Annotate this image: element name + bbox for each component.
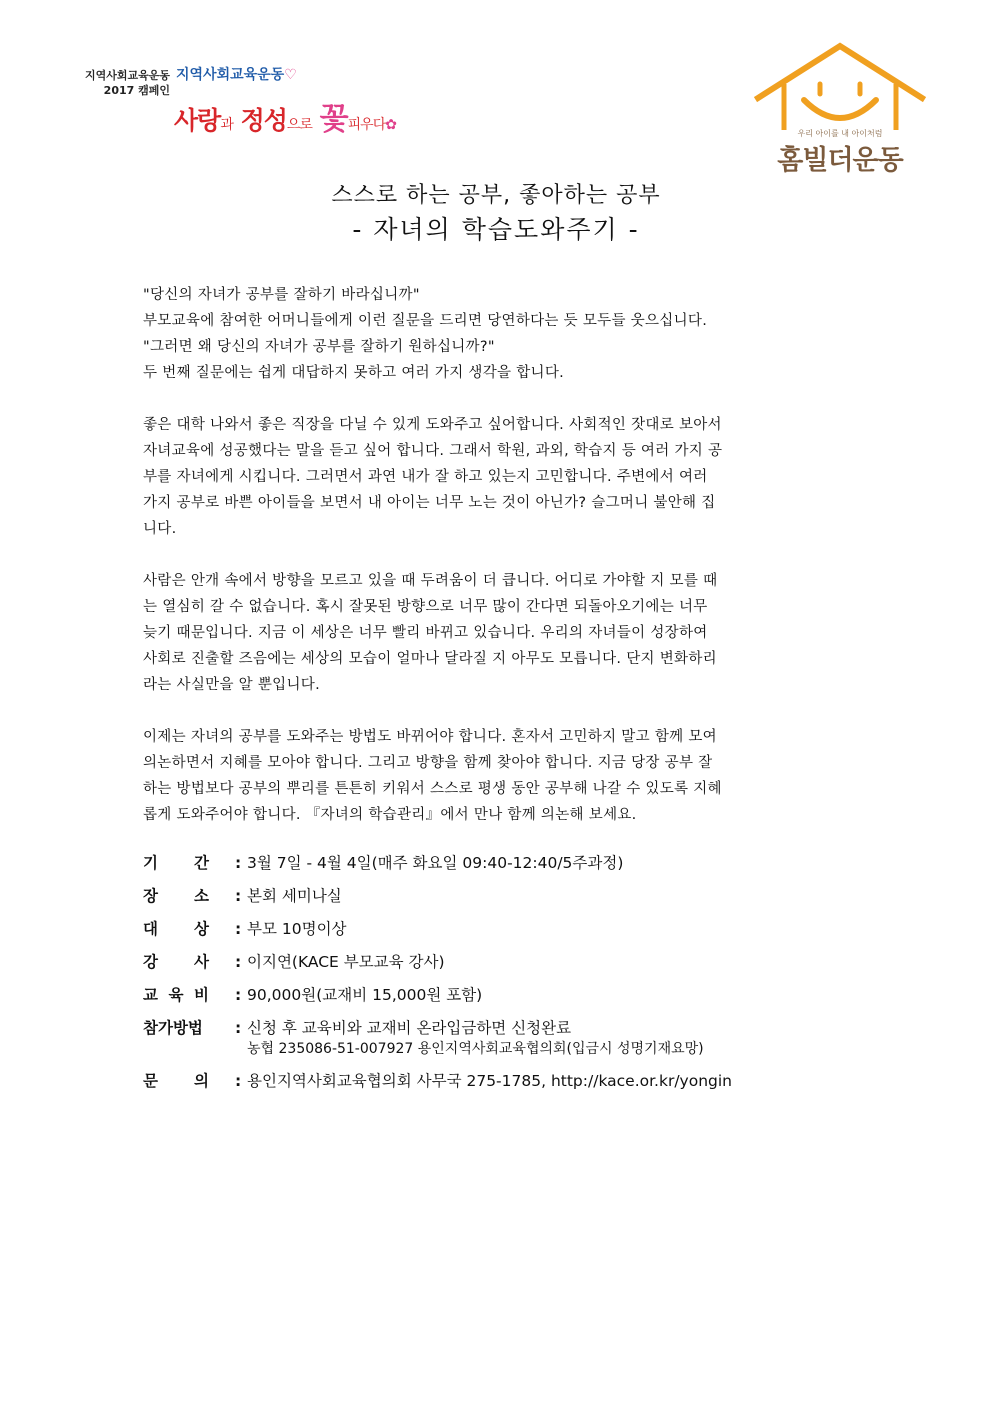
- info-target: [143, 918, 863, 940]
- campaign-org-line1: 지역사회교육운동: [84, 69, 170, 82]
- paragraph-line: 라는 사실만을 알 뿐입니다.: [143, 677, 321, 693]
- paragraph-line: 자녀교육에 성공했다는 말을 듣고 싶어 합니다. 그래서 학원, 과외, 학습지 등 여러 가지 공: [143, 443, 723, 459]
- paragraph-4: [143, 724, 850, 828]
- paragraph-line: 의논하면서 지혜를 모아야 합니다. 그리고 방향을 함께 찾아야 합니다. 지금 당장 공부 잘: [143, 755, 713, 771]
- info-place: [143, 885, 863, 907]
- info-period-value: 3월 7일 - 4월 4일(매주 화요일 09:40-12:40/5주과정): [247, 854, 624, 872]
- info-label-char: 강: [143, 953, 158, 971]
- paragraph-line: "그러면 왜 당신의 자녀가 공부를 잘하기 원하십니까?": [143, 339, 495, 355]
- info-label-char: 교: [143, 986, 158, 1004]
- paragraph-line: 가지 공부로 바쁜 아이들을 보면서 내 아이는 너무 노는 것이 아닌가? 슬그머니 불안해 집: [143, 495, 716, 511]
- info-inquiry: [143, 1070, 863, 1092]
- campaign-subtitle: [176, 64, 297, 84]
- info-label-char: 사: [194, 953, 209, 971]
- info-fee: [143, 984, 863, 1006]
- campaign-org-line2: 2017 캠페인: [103, 84, 170, 97]
- paragraph-1: [143, 282, 850, 386]
- info-method-line2: 농협 235086-51-007927 용인지역사회교육협의회(입금시 성명기재요망): [247, 1041, 704, 1057]
- campaign-org: [74, 68, 170, 98]
- paragraph-line: 사회로 진출할 즈음에는 세상의 모습이 얼마나 달라질 지 아무도 모릅니다. 단지 변화하리: [143, 651, 717, 667]
- info-label-char: 간: [194, 854, 209, 872]
- info-label-char: 소: [194, 887, 209, 905]
- body-text: [143, 282, 850, 854]
- paragraph-line: 하는 방법보다 공부의 뿌리를 튼튼히 키워서 스스로 평생 동안 공부해 나갈 수 있도록 지혜: [143, 781, 722, 797]
- info-target-value: 부모 10명이상: [247, 920, 347, 938]
- info-colon: :: [235, 953, 242, 971]
- info-colon: :: [235, 1072, 242, 1090]
- slogan-part-d: 으로: [286, 117, 312, 133]
- slogan-part-b: 과: [220, 117, 233, 133]
- house-smile-icon: [754, 40, 926, 140]
- page-title: 스스로 하는 공부, 좋아하는 공부: [331, 183, 661, 208]
- info-lecturer: [143, 951, 863, 973]
- slogan-part-e: 꽃: [319, 102, 348, 137]
- info-label-char: 문: [143, 1072, 158, 1090]
- info-colon: :: [235, 986, 242, 1004]
- info-label-char: 비: [194, 986, 209, 1004]
- info-colon: :: [235, 1019, 242, 1037]
- info-colon: :: [235, 887, 242, 905]
- info-label-char: 장: [143, 887, 158, 905]
- info-colon: :: [235, 854, 242, 872]
- info-fee-value: 90,000원(교재비 15,000원 포함): [247, 986, 483, 1004]
- paragraph-line: 이제는 자녀의 공부를 도와주는 방법도 바뀌어야 합니다. 혼자서 고민하지 말고 함께 모여: [143, 729, 717, 745]
- paragraph-line: "당신의 자녀가 공부를 잘하기 바라십니까": [143, 287, 420, 303]
- paragraph-3: [143, 568, 850, 698]
- campaign-subtitle-text: 지역사회교육운동: [176, 67, 285, 83]
- flower-icon: ✿: [385, 117, 396, 133]
- paragraph-line: 두 번째 질문에는 쉽게 대답하지 못하고 여러 가지 생각을 합니다.: [143, 365, 565, 381]
- paragraph-line: 부를 자녀에게 시킵니다. 그러면서 과연 내가 잘 하고 있는지 고민합니다. 주변에서 여러: [143, 469, 708, 485]
- homebuilder-logo: [754, 40, 926, 180]
- paragraph-line: 사람은 안개 속에서 방향을 모르고 있을 때 두려움이 더 큽니다. 어디로 가야할 지 모를 때: [143, 573, 718, 589]
- paragraph-line: 늦기 때문입니다. 지금 이 세상은 너무 빨리 바뀌고 있습니다. 우리의 자녀들이 성장하여: [143, 625, 708, 641]
- program-info: [143, 852, 863, 1103]
- info-period: [143, 852, 863, 874]
- info-label-char: 육: [168, 986, 184, 1004]
- slogan-part-f: 피우다: [347, 117, 386, 133]
- info-method-value: [247, 1017, 863, 1059]
- paragraph-line: 부모교육에 참여한 어머니들에게 이런 질문을 드리면 당연하다는 듯 모두들 웃으십니다.: [143, 313, 708, 329]
- homebuilder-tagline: 우리 아이를 내 아이처럼: [797, 129, 883, 138]
- slogan-part-a: 사랑: [174, 106, 221, 135]
- paragraph-line: 좋은 대학 나와서 좋은 직장을 다닐 수 있게 도와주고 싶어합니다. 사회적인 잣대로 보아서: [143, 417, 722, 433]
- info-label-char: 대: [143, 920, 158, 938]
- heart-icon: ♡: [284, 67, 297, 83]
- campaign-slogan: [174, 94, 396, 138]
- info-place-value: 본회 세미나실: [247, 887, 342, 905]
- info-label-char: 기: [143, 854, 158, 872]
- info-method-line1: 신청 후 교육비와 교재비 온라입금하면 신청완료: [247, 1019, 572, 1037]
- campaign-logo: [74, 58, 454, 138]
- slogan-part-c: 정성: [240, 106, 287, 135]
- paragraph-line: 롭게 도와주어야 합니다. 『자녀의 학습관리』에서 만나 함께 의논해 보세요.: [143, 807, 637, 823]
- info-inquiry-value: 용인지역사회교육협의회 사무국 275-1785, http://kace.or.kr/yongin: [247, 1072, 733, 1090]
- paragraph-line: 니다.: [143, 521, 177, 537]
- info-label-char: 상: [194, 920, 209, 938]
- info-method: [143, 1017, 863, 1059]
- info-colon: :: [235, 920, 242, 938]
- info-lecturer-value: 이지연(KACE 부모교육 강사): [247, 953, 445, 971]
- paragraph-line: 는 열심히 갈 수 없습니다. 혹시 잘못된 방향으로 너무 많이 간다면 되돌아오기에는 너무: [143, 599, 708, 615]
- page-subtitle: - 자녀의 학습도와주기 -: [352, 215, 640, 244]
- homebuilder-name: 홈빌더운동: [777, 145, 903, 176]
- paragraph-2: [143, 412, 850, 542]
- info-method-label: 참가방법: [143, 1019, 203, 1037]
- info-label-char: 의: [194, 1072, 209, 1090]
